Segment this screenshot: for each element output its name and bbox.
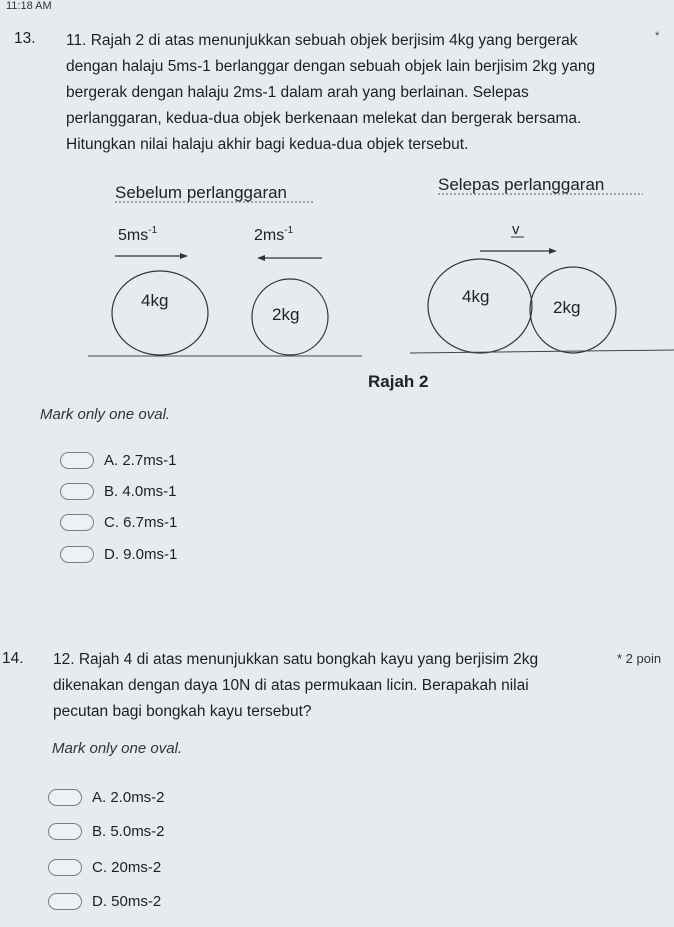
question-14-line: pecutan bagi bongkah kayu tersebut? xyxy=(53,703,312,720)
arrow-head-right-icon xyxy=(180,253,188,259)
arrow-head-left-icon xyxy=(257,255,265,261)
question-13-line: perlanggaran, kedua-dua objek berkenaan melekat dan bergerak bersama. xyxy=(66,110,582,127)
question-13-line: Hitungkan nilai halaju akhir bagi kedua-dua objek tersebut. xyxy=(66,136,469,153)
option-label: B. 5.0ms-2 xyxy=(92,823,165,840)
question-14-points: * 2 poin xyxy=(617,651,662,666)
question-13-option-a[interactable] xyxy=(60,452,177,469)
after-collision-title: Selepas perlanggaran xyxy=(438,175,605,194)
option-label: B. 4.0ms-1 xyxy=(104,483,177,500)
rajah-2-figure xyxy=(0,160,674,400)
question-14-line: 12. Rajah 4 di atas menunjukkan satu bongkah kayu yang berjisim 2kg xyxy=(53,651,539,668)
question-13-option-c[interactable] xyxy=(60,514,177,531)
velocity-1-label: $5ms^{-1}$ xyxy=(118,225,158,244)
question-13-number: 13. xyxy=(14,30,36,47)
mass-4kg-ball-after xyxy=(428,259,532,353)
option-label: A. 2.7ms-1 xyxy=(104,452,177,469)
question-14-line: dikenakan dengan daya 10N di atas permukaan licin. Berapakah nilai xyxy=(53,677,529,694)
velocity-2-label: $2ms^{-1}$ xyxy=(254,225,294,244)
arrow-head-right-icon xyxy=(549,248,557,254)
mass-4kg-ball xyxy=(112,271,208,355)
question-13-line: 11. Rajah 2 di atas menunjukkan sebuah objek berjisim 4kg yang bergerak xyxy=(66,32,578,49)
required-marker: * xyxy=(655,30,660,42)
question-14-text xyxy=(53,647,613,725)
mass-4kg-label-after: 4kg xyxy=(462,287,490,306)
status-time: 11:18 AM xyxy=(6,0,52,12)
option-label: D. 9.0ms-1 xyxy=(104,546,178,563)
option-label: D. 50ms-2 xyxy=(92,893,162,910)
radio-oval[interactable] xyxy=(48,859,82,876)
mass-2kg-label-after: 2kg xyxy=(553,298,581,317)
mass-2kg-label: 2kg xyxy=(272,305,300,324)
question-14-number: 14. xyxy=(2,650,24,667)
question-14-option-b[interactable] xyxy=(48,823,165,840)
figure-caption: Rajah 2 xyxy=(368,372,429,391)
question-13-text xyxy=(66,28,595,158)
question-13-line: dengan halaju 5ms-1 berlanggar dengan sebuah objek lain berjisim 2kg yang xyxy=(66,58,596,75)
radio-oval[interactable] xyxy=(60,483,94,500)
question-13-instruction: Mark only one oval. xyxy=(40,406,171,423)
radio-oval[interactable] xyxy=(60,546,94,563)
mass-4kg-label: 4kg xyxy=(141,291,169,310)
ground-line-after xyxy=(410,350,674,353)
radio-oval[interactable] xyxy=(60,514,94,531)
question-14-instruction: Mark only one oval. xyxy=(52,740,183,757)
question-14-option-c[interactable] xyxy=(48,859,161,876)
radio-oval[interactable] xyxy=(48,789,82,806)
final-velocity-label: v xyxy=(512,221,520,238)
question-14-option-d[interactable] xyxy=(48,893,161,910)
question-13-line: bergerak dengan halaju 2ms-1 dalam arah yang berlainan. Selepas xyxy=(66,84,529,101)
radio-oval[interactable] xyxy=(60,452,94,469)
question-13-option-b[interactable] xyxy=(60,483,177,500)
question-14-option-a[interactable] xyxy=(48,789,165,806)
question-13-option-d[interactable] xyxy=(60,546,177,563)
option-label: A. 2.0ms-2 xyxy=(92,789,165,806)
option-label: C. 20ms-2 xyxy=(92,859,162,876)
radio-oval[interactable] xyxy=(48,893,82,910)
before-collision-title: Sebelum perlanggaran xyxy=(115,183,288,202)
option-label: C. 6.7ms-1 xyxy=(104,514,178,531)
radio-oval[interactable] xyxy=(48,823,82,840)
